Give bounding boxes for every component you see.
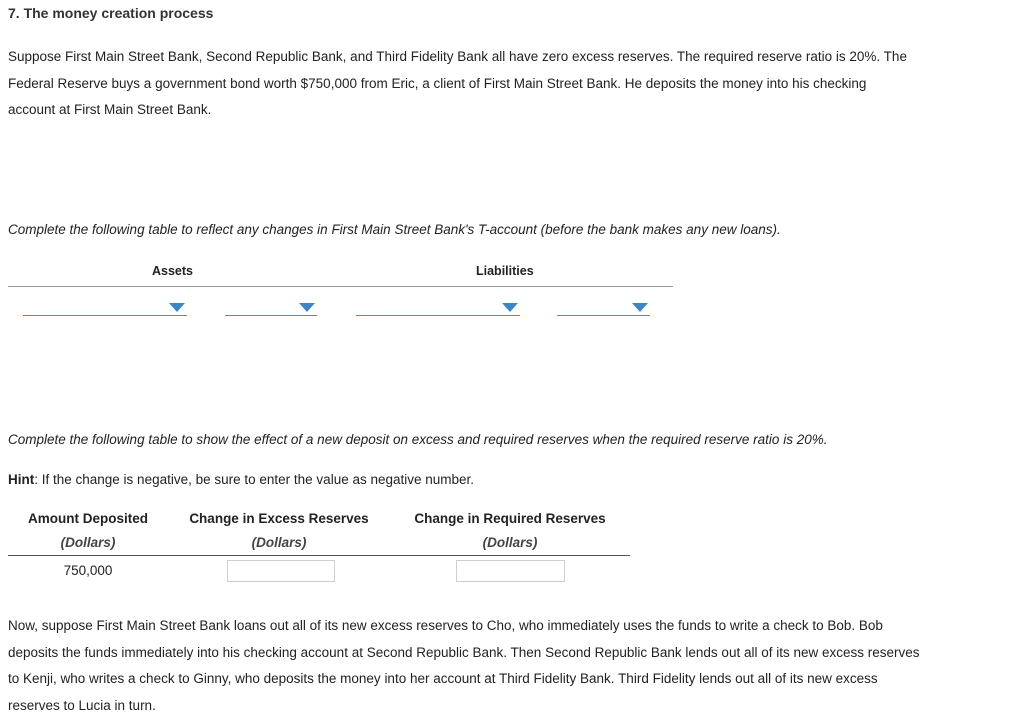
followup-paragraph — [8, 613, 1018, 719]
intro-line: account at First Main Street Bank. — [8, 102, 212, 117]
taccount-divider — [8, 286, 673, 287]
reserves-table-divider — [8, 555, 630, 556]
intro-paragraph — [8, 44, 1018, 124]
liabilities-account-dropdown[interactable] — [356, 301, 520, 316]
chevron-down-icon — [169, 303, 185, 312]
column-unit-required-reserves: (Dollars) — [482, 535, 538, 550]
column-header-excess-reserves: Change in Excess Reserves — [189, 511, 369, 526]
intro-line: Suppose First Main Street Bank, Second Republic Bank, and Third Fidelity Bank all have zero excess reserves. The required reserve ratio is 20%. The — [8, 49, 907, 64]
required-reserves-input[interactable] — [456, 560, 565, 582]
followup-line: deposits the funds immediately into his checking account at Second Republic Bank. Then Second Republic Bank lends out all of its new excess reserves — [8, 644, 920, 660]
liabilities-amount-dropdown[interactable] — [557, 301, 650, 316]
chevron-down-icon — [299, 303, 315, 312]
hint-label: Hint — [8, 472, 35, 487]
chevron-down-icon — [632, 303, 648, 312]
reserves-instruction: Complete the following table to show the effect of a new deposit on excess and required reserves when the required reserve ratio is 20%. — [8, 432, 828, 447]
hint-body: : If the change is negative, be sure to enter the value as negative number. — [34, 472, 475, 487]
intro-line: Federal Reserve buys a government bond worth $750,000 from Eric, a client of First Main Street Bank. He deposits the money into his checking — [8, 75, 867, 91]
assets-header: Assets — [152, 264, 193, 278]
amount-deposited-value: 750,000 — [63, 563, 113, 578]
liabilities-header: Liabilities — [476, 264, 534, 278]
taccount-instruction: Complete the following table to reflect any changes in First Main Street Bank's T-account (before the bank makes any new loans). — [8, 222, 781, 237]
question-title: 7. The money creation process — [8, 5, 214, 21]
followup-line: reserves to Lucia in turn. — [8, 697, 156, 713]
column-unit-amount-deposited: (Dollars) — [60, 535, 116, 550]
assets-amount-dropdown[interactable] — [225, 301, 317, 316]
followup-line: to Kenji, who writes a check to Ginny, who deposits the money into her account at Third Fidelity Bank. Third Fidelity lends out all of its new excess — [8, 671, 878, 686]
chevron-down-icon — [502, 303, 518, 312]
column-header-amount-deposited: Amount Deposited — [28, 511, 148, 526]
excess-reserves-input[interactable] — [227, 560, 335, 582]
column-header-required-reserves: Change in Required Reserves — [414, 511, 606, 526]
column-unit-excess-reserves: (Dollars) — [251, 535, 307, 550]
followup-line: Now, suppose First Main Street Bank loans out all of its new excess reserves to Cho, who immediately uses the funds to write a check to Bob. Bob — [8, 618, 883, 633]
assets-account-dropdown[interactable] — [23, 301, 187, 316]
hint-text — [8, 472, 474, 487]
